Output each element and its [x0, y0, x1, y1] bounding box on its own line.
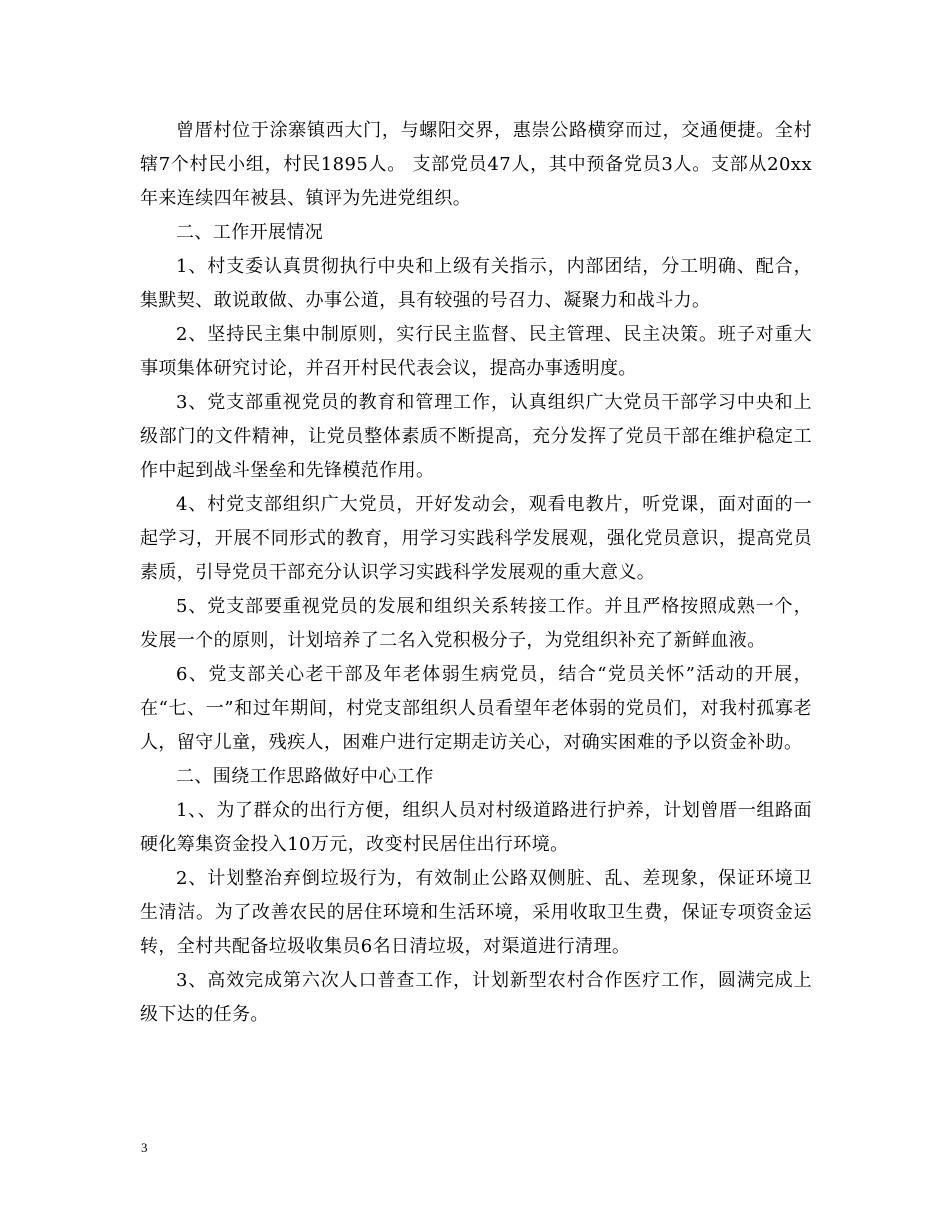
- paragraph-item-6: 6、党支部关心老干部及年老体弱生病党员，结合“党员关怀”活动的开展，在“七、一”和过年期间，村党支部组织人员看望年老体弱的党员们，对我村孤寡老人，留守儿童，残疾人，困难户进行定期走访关心，对确实困难的予以资金补助。: [140, 664, 812, 753]
- paragraph-item-5: 5、党支部要重视党员的发展和组织关系转接工作。并且严格按照成熟一个，发展一个的原则，计划培养了二名入党积极分子，为党组织补充了新鲜血液。: [140, 596, 812, 651]
- section-heading-central-work: 二、围绕工作思路做好中心工作: [176, 766, 434, 787]
- page-number: 3: [141, 1140, 148, 1155]
- paragraph-item-1: 1、村支委认真贯彻执行中央和上级有关指示，内部团结，分工明确、配合，集默契、敢说敢做、办事公道，具有较强的号召力、凝聚力和战斗力。: [140, 256, 812, 311]
- paragraph-task-2: 2、计划整治弃倒垃圾行为，有效制止公路双侧脏、乱、差现象，保证环境卫生清洁。为了改善农民的居住环境和生活环境，采用收取卫生费，保证专项资金运转，全村共配备垃圾收集员6名日清垃圾，对渠道进行清理。: [140, 868, 812, 957]
- paragraph-item-4: 4、村党支部组织广大党员，开好发动会，观看电教片，听党课，面对面的一起学习，开展不同形式的教育，用学习实践科学发展观，强化党员意识，提高党员素质，引导党员干部充分认识学习实践科学发展观的重大意义。: [140, 494, 812, 583]
- paragraph-intro: 曾厝村位于涂寨镇西大门，与螺阳交界，惠崇公路横穿而过，交通便捷。全村辖7个村民小组，村民1895人。 支部党员47人，其中预备党员3人。支部从20xx年来连续四年被县、镇评为先进党组织。: [140, 120, 812, 209]
- paragraph-item-2: 2、坚持民主集中制原则，实行民主监督、民主管理、民主决策。班子对重大事项集体研究讨论，并召开村民代表会议，提高办事透明度。: [140, 324, 812, 379]
- paragraph-task-1: 1、、为了群众的出行方便，组织人员对村级道路进行护养，计划曾厝一组路面硬化筹集资金投入10万元，改变村民居住出行环境。: [140, 800, 812, 855]
- section-heading-work-status: 二、工作开展情况: [176, 222, 324, 243]
- paragraph-item-3: 3、党支部重视党员的教育和管理工作，认真组织广大党员干部学习中央和上级部门的文件精神，让党员整体素质不断提高，充分发挥了党员干部在维护稳定工作中起到战斗堡垒和先锋模范作用。: [140, 392, 812, 481]
- document-body: [140, 114, 812, 1032]
- paragraph-task-3: 3、高效完成第六次人口普查工作，计划新型农村合作医疗工作，圆满完成上级下达的任务。: [140, 970, 812, 1025]
